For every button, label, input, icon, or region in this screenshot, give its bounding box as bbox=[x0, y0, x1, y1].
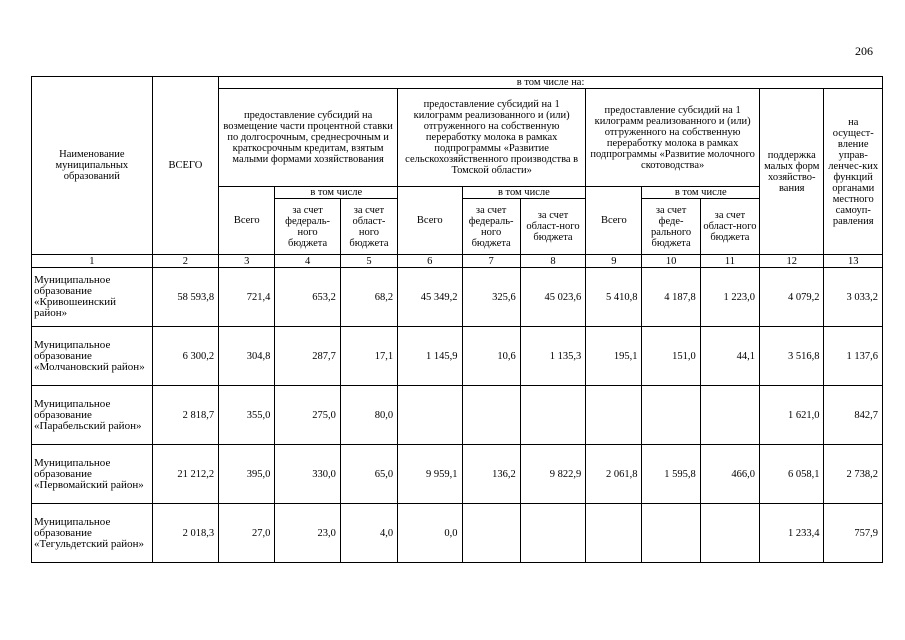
table-cell: 1 621,0 bbox=[760, 386, 824, 445]
column-number: 13 bbox=[824, 255, 883, 268]
column-number: 5 bbox=[340, 255, 397, 268]
column-number: 1 bbox=[32, 255, 153, 268]
municipality-name: Муниципальное образование «Тегульдетский район» bbox=[32, 504, 153, 563]
header-group-interest: предоставление субсидий на возмещение части процентной ставки по долгосрочным, среднесрочным и краткосрочным кредитам, взятым малыми формами хозяйствования bbox=[219, 89, 398, 187]
table-cell: 304,8 bbox=[219, 327, 275, 386]
table-cell: 21 212,2 bbox=[152, 445, 218, 504]
table-row bbox=[32, 268, 883, 327]
column-number: 12 bbox=[760, 255, 824, 268]
table-cell: 44,1 bbox=[700, 327, 759, 386]
page-number: 206 bbox=[855, 44, 873, 58]
column-number: 10 bbox=[642, 255, 700, 268]
header-g1-including: в том числе bbox=[275, 187, 398, 199]
table-cell: 395,0 bbox=[219, 445, 275, 504]
municipality-name: Муниципальное образование «Кривошеинский район» bbox=[32, 268, 153, 327]
table-cell: 4 079,2 bbox=[760, 268, 824, 327]
column-number: 6 bbox=[398, 255, 462, 268]
table-row bbox=[32, 504, 883, 563]
table-cell bbox=[586, 504, 642, 563]
column-number: 2 bbox=[152, 255, 218, 268]
column-number: 3 bbox=[219, 255, 275, 268]
table-cell: 6 300,2 bbox=[152, 327, 218, 386]
table-cell: 17,1 bbox=[340, 327, 397, 386]
table-cell: 45 349,2 bbox=[398, 268, 462, 327]
table-cell: 2 818,7 bbox=[152, 386, 218, 445]
header-g2-including: в том числе bbox=[462, 187, 586, 199]
table-cell: 3 516,8 bbox=[760, 327, 824, 386]
table-cell bbox=[700, 386, 759, 445]
municipality-name: Муниципальное образование «Парабельский район» bbox=[32, 386, 153, 445]
table-cell: 6 058,1 bbox=[760, 445, 824, 504]
table-cell bbox=[700, 504, 759, 563]
table-cell: 466,0 bbox=[700, 445, 759, 504]
table-cell: 842,7 bbox=[824, 386, 883, 445]
table-cell bbox=[642, 504, 700, 563]
municipality-name: Муниципальное образование «Первомайский район» bbox=[32, 445, 153, 504]
column-number-row bbox=[32, 255, 883, 268]
header-g1-total: Всего bbox=[219, 187, 275, 255]
table-cell: 1 595,8 bbox=[642, 445, 700, 504]
table-cell: 4,0 bbox=[340, 504, 397, 563]
column-number: 11 bbox=[700, 255, 759, 268]
header-g1-regional: за счет област-ного бюджета bbox=[340, 199, 397, 255]
table-cell: 1 233,4 bbox=[760, 504, 824, 563]
subsidy-table bbox=[31, 76, 883, 563]
table-cell: 330,0 bbox=[275, 445, 340, 504]
column-number: 9 bbox=[586, 255, 642, 268]
table-cell: 151,0 bbox=[642, 327, 700, 386]
header-admin: на осущест-вление управ-ленчес-ких функций органами местного самоуп-равления bbox=[824, 89, 883, 255]
table-cell: 275,0 bbox=[275, 386, 340, 445]
table-cell: 195,1 bbox=[586, 327, 642, 386]
table-cell: 2 018,3 bbox=[152, 504, 218, 563]
table-cell: 27,0 bbox=[219, 504, 275, 563]
table-cell: 10,6 bbox=[462, 327, 520, 386]
table-cell: 1 145,9 bbox=[398, 327, 462, 386]
header-g2-federal: за счет федераль-ного бюджета bbox=[462, 199, 520, 255]
table-row bbox=[32, 445, 883, 504]
table-cell bbox=[642, 386, 700, 445]
column-number: 4 bbox=[275, 255, 340, 268]
header-name: Наименование муниципальных образований bbox=[32, 77, 153, 255]
table-cell: 80,0 bbox=[340, 386, 397, 445]
table-cell: 325,6 bbox=[462, 268, 520, 327]
table-cell: 136,2 bbox=[462, 445, 520, 504]
column-number: 7 bbox=[462, 255, 520, 268]
table-cell: 355,0 bbox=[219, 386, 275, 445]
table-cell: 58 593,8 bbox=[152, 268, 218, 327]
table-cell: 65,0 bbox=[340, 445, 397, 504]
header-g3-total: Всего bbox=[586, 187, 642, 255]
table-cell: 5 410,8 bbox=[586, 268, 642, 327]
header-g2-regional: за счет област-ного бюджета bbox=[520, 199, 585, 255]
table-cell bbox=[462, 504, 520, 563]
header-g2-total: Всего bbox=[398, 187, 462, 255]
municipality-name: Муниципальное образование «Молчановский район» bbox=[32, 327, 153, 386]
table-cell: 757,9 bbox=[824, 504, 883, 563]
table-cell bbox=[520, 386, 585, 445]
table-row bbox=[32, 327, 883, 386]
table-cell: 2 061,8 bbox=[586, 445, 642, 504]
table-cell: 4 187,8 bbox=[642, 268, 700, 327]
table-cell: 9 822,9 bbox=[520, 445, 585, 504]
table-cell: 287,7 bbox=[275, 327, 340, 386]
header-g3-regional: за счет област-ного бюджета bbox=[700, 199, 759, 255]
header-g3-including: в том числе bbox=[642, 187, 760, 199]
table-cell: 1 137,6 bbox=[824, 327, 883, 386]
table-cell bbox=[398, 386, 462, 445]
header-g3-federal: за счет феде-рального бюджета bbox=[642, 199, 700, 255]
table-cell: 68,2 bbox=[340, 268, 397, 327]
header-total: ВСЕГО bbox=[152, 77, 218, 255]
table-cell: 23,0 bbox=[275, 504, 340, 563]
header-including-on: в том числе на: bbox=[219, 77, 883, 89]
table-cell bbox=[520, 504, 585, 563]
table-cell: 1 223,0 bbox=[700, 268, 759, 327]
header-group-milk-dairy: предоставление субсидий на 1 килограмм реализованного и (или) отгруженного на собственную переработку молока в рамках подпрограммы «Развитие молочного скотоводства» bbox=[586, 89, 760, 187]
header-support: поддержка малых форм хозяйство-вания bbox=[760, 89, 824, 255]
table-cell: 2 738,2 bbox=[824, 445, 883, 504]
table-cell bbox=[586, 386, 642, 445]
table-cell: 0,0 bbox=[398, 504, 462, 563]
table-cell: 1 135,3 bbox=[520, 327, 585, 386]
table-cell: 721,4 bbox=[219, 268, 275, 327]
column-number: 8 bbox=[520, 255, 585, 268]
table-cell: 45 023,6 bbox=[520, 268, 585, 327]
table-cell: 3 033,2 bbox=[824, 268, 883, 327]
table-row bbox=[32, 386, 883, 445]
header-group-milk-agri: предоставление субсидий на 1 килограмм реализованного и (или) отгруженного на собственную переработку молока в рамках подпрограммы «Развитие сельскохозяйственного производства в Томской области» bbox=[398, 89, 586, 187]
table-cell bbox=[462, 386, 520, 445]
header-g1-federal: за счет федераль-ного бюджета bbox=[275, 199, 340, 255]
table-cell: 653,2 bbox=[275, 268, 340, 327]
table-cell: 9 959,1 bbox=[398, 445, 462, 504]
